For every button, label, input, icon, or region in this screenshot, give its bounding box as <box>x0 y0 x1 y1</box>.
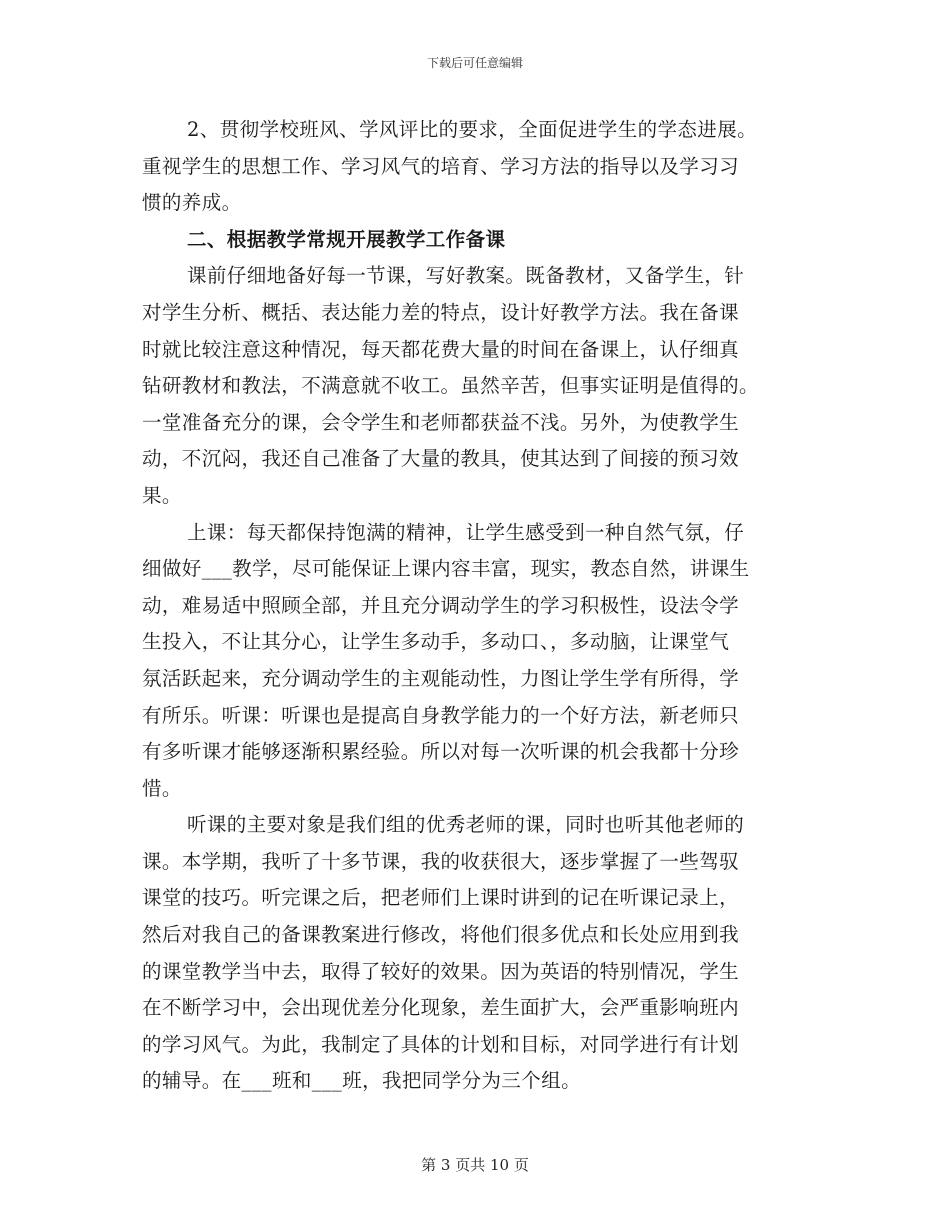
paragraph-line: 有多听课才能够逐渐积累经验。所以对每一次听课的机会我都十分珍 <box>142 740 740 764</box>
page-footer: 第 3 页共 10 页 <box>421 1156 529 1174</box>
paragraph-line: 2、贯彻学校班风、学风评比的要求，全面促进学生的学态进展。 <box>187 118 758 141</box>
paragraph-line: 动，不沉闷，我还自己准备了大量的教具，使其达到了间接的预习效 <box>142 447 740 471</box>
paragraph-line: 的课堂教学当中去，取得了较好的效果。因为英语的特别情况，学生 <box>142 959 740 983</box>
paragraph-line: 课堂的技巧。听完课之后，把老师们上课时讲到的记在听课记录上， <box>142 886 740 910</box>
paragraph-line: 然后对我自己的备课教案进行修改，将他们很多优点和长处应用到我 <box>142 923 740 947</box>
document-body <box>142 112 812 1100</box>
paragraph-line: 有所乐。听课：听课也是提高自身教学能力的一个好方法，新老师只 <box>142 703 740 727</box>
paragraph-line: 氛活跃起来，充分调动学生的主观能动性，力图让学生学有所得，学 <box>142 666 740 690</box>
paragraph-line: 动，难易适中照顾全部，并且充分调动学生的学习积极性，设法令学 <box>142 593 740 617</box>
paragraph-line: 听课的主要对象是我们组的优秀老师的课，同时也听其他老师的 <box>187 813 745 837</box>
paragraph-line: 重视学生的思想工作、学习风气的培育、学习方法的指导以及学习习 <box>142 154 740 178</box>
paragraph-line: 的学习风气。为此，我制定了具体的计划和目标，对同学进行有计划 <box>142 1032 740 1056</box>
paragraph-line: 的辅导。在___班和___班，我把同学分为三个组。 <box>142 1069 582 1093</box>
paragraph-line: 惜。 <box>142 776 182 800</box>
paragraph-line: 果。 <box>142 483 182 507</box>
paragraph-line: 对学生分析、概括、表达能力差的特点，设计好教学方法。我在备课 <box>142 300 740 324</box>
paragraph-line: 课前仔细地备好每一节课，写好教案。既备教材，又备学生，针 <box>187 264 745 288</box>
paragraph-line: 细做好___教学，尽可能保证上课内容丰富，现实，教态自然，讲课生 <box>142 557 750 581</box>
paragraph-line: 一堂准备充分的课，会令学生和老师都获益不浅。另外，为使教学生 <box>142 410 740 434</box>
paragraph-line: 课。本学期，我听了十多节课，我的收获很大，逐步掌握了一些驾驭 <box>142 849 740 873</box>
paragraph-line: 时就比较注意这种情况，每天都花费大量的时间在备课上，认仔细真 <box>142 337 740 361</box>
paragraph-line: 上课：每天都保持饱满的精神，让学生感受到一种自然气氛，仔 <box>187 520 745 544</box>
paragraph-line: 钻研教材和教法，不满意就不收工。虽然辛苦，但事实证明是值得的。 <box>142 374 759 398</box>
paragraph-line: 惯的养成。 <box>142 191 242 215</box>
paragraph-line: 在不断学习中，会出现优差分化现象，差生面扩大，会严重影响班内 <box>142 996 740 1020</box>
paragraph-line: 生投入，不让其分心，让学生多动手，多动口、，多动脑，让课堂气 <box>142 630 730 654</box>
page-header: 下载后可任意编辑 <box>426 56 523 70</box>
section-heading: 二、根据教学常规开展教学工作备课 <box>187 227 506 251</box>
